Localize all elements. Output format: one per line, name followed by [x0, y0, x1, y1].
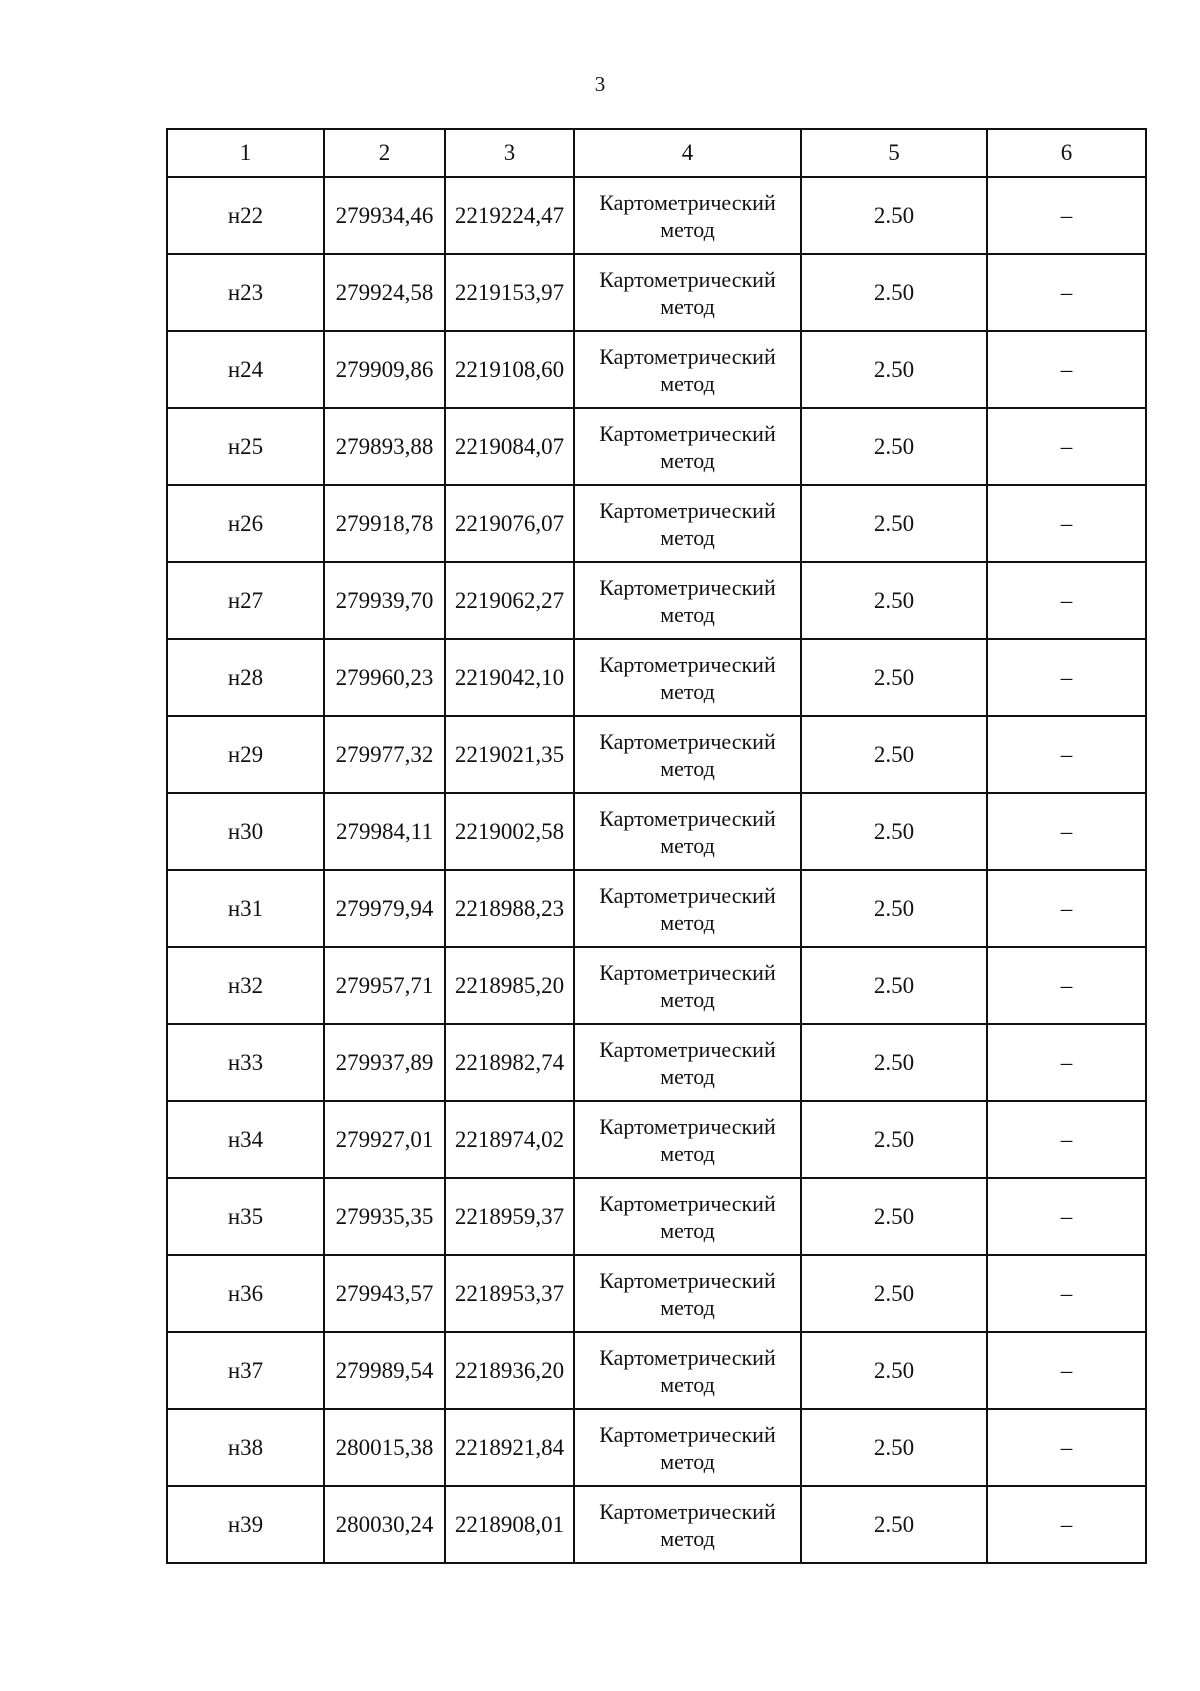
x-coordinate-cell: 279989,54: [324, 1332, 445, 1409]
method-line-2: метод: [660, 1140, 715, 1166]
accuracy-cell: 2.50: [801, 1178, 987, 1255]
x-coordinate-cell: 279984,11: [324, 793, 445, 870]
description-cell: –: [987, 1024, 1146, 1101]
method-line-2: метод: [660, 216, 715, 242]
column-header-5: 5: [801, 129, 987, 177]
accuracy-cell: 2.50: [801, 716, 987, 793]
method-line-2: метод: [660, 447, 715, 473]
method-line-1: Картометрический: [599, 497, 776, 523]
method-line-2: метод: [660, 1063, 715, 1089]
accuracy-cell: 2.50: [801, 331, 987, 408]
y-coordinate-cell: 2218985,20: [445, 947, 574, 1024]
y-coordinate-cell: 2218908,01: [445, 1486, 574, 1563]
y-coordinate-cell: 2218959,37: [445, 1178, 574, 1255]
method-cell: [574, 408, 801, 485]
method-cell: [574, 1409, 801, 1486]
y-coordinate-cell: 2219224,47: [445, 177, 574, 254]
point-cell: н30: [167, 793, 324, 870]
method-cell: [574, 639, 801, 716]
point-cell: н33: [167, 1024, 324, 1101]
method-line-2: метод: [660, 909, 715, 935]
method-line-1: Картометрический: [599, 959, 776, 985]
method-line-2: метод: [660, 1448, 715, 1474]
table-row: [167, 254, 1146, 331]
point-cell: н36: [167, 1255, 324, 1332]
method-cell: [574, 870, 801, 947]
table-row: [167, 716, 1146, 793]
table-row: [167, 947, 1146, 1024]
x-coordinate-cell: 279893,88: [324, 408, 445, 485]
y-coordinate-cell: 2218982,74: [445, 1024, 574, 1101]
column-header-4: 4: [574, 129, 801, 177]
description-cell: –: [987, 1486, 1146, 1563]
description-cell: –: [987, 1332, 1146, 1409]
method-line-2: метод: [660, 832, 715, 858]
method-cell: [574, 1255, 801, 1332]
accuracy-cell: 2.50: [801, 793, 987, 870]
y-coordinate-cell: 2218988,23: [445, 870, 574, 947]
description-cell: –: [987, 331, 1146, 408]
description-cell: –: [987, 408, 1146, 485]
point-cell: н25: [167, 408, 324, 485]
point-cell: н23: [167, 254, 324, 331]
x-coordinate-cell: 280015,38: [324, 1409, 445, 1486]
method-line-2: метод: [660, 1217, 715, 1243]
method-line-1: Картометрический: [599, 266, 776, 292]
table-row: [167, 1024, 1146, 1101]
method-line-1: Картометрический: [599, 1498, 776, 1524]
x-coordinate-cell: 279943,57: [324, 1255, 445, 1332]
column-header-3: 3: [445, 129, 574, 177]
method-line-2: метод: [660, 601, 715, 627]
y-coordinate-cell: 2218974,02: [445, 1101, 574, 1178]
y-coordinate-cell: 2218953,37: [445, 1255, 574, 1332]
y-coordinate-cell: 2219002,58: [445, 793, 574, 870]
table-row: [167, 562, 1146, 639]
point-cell: н26: [167, 485, 324, 562]
accuracy-cell: 2.50: [801, 1486, 987, 1563]
point-cell: н27: [167, 562, 324, 639]
method-cell: [574, 1024, 801, 1101]
method-cell: [574, 793, 801, 870]
column-header-6: 6: [987, 129, 1146, 177]
table-row: [167, 331, 1146, 408]
accuracy-cell: 2.50: [801, 639, 987, 716]
method-line-1: Картометрический: [599, 1113, 776, 1139]
y-coordinate-cell: 2219021,35: [445, 716, 574, 793]
point-cell: н39: [167, 1486, 324, 1563]
x-coordinate-cell: 279937,89: [324, 1024, 445, 1101]
method-line-1: Картометрический: [599, 728, 776, 754]
y-coordinate-cell: 2219084,07: [445, 408, 574, 485]
x-coordinate-cell: 279977,32: [324, 716, 445, 793]
method-line-1: Картометрический: [599, 1190, 776, 1216]
method-line-2: метод: [660, 678, 715, 704]
method-line-2: метод: [660, 986, 715, 1012]
x-coordinate-cell: 279918,78: [324, 485, 445, 562]
method-line-2: метод: [660, 293, 715, 319]
method-line-1: Картометрический: [599, 651, 776, 677]
method-cell: [574, 331, 801, 408]
point-cell: н37: [167, 1332, 324, 1409]
accuracy-cell: 2.50: [801, 254, 987, 331]
description-cell: –: [987, 1409, 1146, 1486]
x-coordinate-cell: 280030,24: [324, 1486, 445, 1563]
table-row: [167, 1101, 1146, 1178]
method-cell: [574, 1486, 801, 1563]
table-body: [167, 129, 1146, 1563]
description-cell: –: [987, 1178, 1146, 1255]
coordinates-table: [166, 128, 1147, 1564]
x-coordinate-cell: 279935,35: [324, 1178, 445, 1255]
accuracy-cell: 2.50: [801, 870, 987, 947]
method-cell: [574, 1332, 801, 1409]
y-coordinate-cell: 2219076,07: [445, 485, 574, 562]
description-cell: –: [987, 1255, 1146, 1332]
method-line-1: Картометрический: [599, 574, 776, 600]
method-cell: [574, 562, 801, 639]
description-cell: –: [987, 1101, 1146, 1178]
y-coordinate-cell: 2218936,20: [445, 1332, 574, 1409]
accuracy-cell: 2.50: [801, 1332, 987, 1409]
method-line-2: метод: [660, 524, 715, 550]
method-cell: [574, 1178, 801, 1255]
accuracy-cell: 2.50: [801, 1101, 987, 1178]
method-cell: [574, 254, 801, 331]
method-line-2: метод: [660, 1525, 715, 1551]
method-line-2: метод: [660, 370, 715, 396]
point-cell: н29: [167, 716, 324, 793]
method-line-1: Картометрический: [599, 1344, 776, 1370]
table-row: [167, 1486, 1146, 1563]
accuracy-cell: 2.50: [801, 947, 987, 1024]
description-cell: –: [987, 793, 1146, 870]
x-coordinate-cell: 279979,94: [324, 870, 445, 947]
point-cell: н24: [167, 331, 324, 408]
y-coordinate-cell: 2219108,60: [445, 331, 574, 408]
description-cell: –: [987, 254, 1146, 331]
point-cell: н34: [167, 1101, 324, 1178]
accuracy-cell: 2.50: [801, 1024, 987, 1101]
x-coordinate-cell: 279924,58: [324, 254, 445, 331]
table-row: [167, 639, 1146, 716]
method-cell: [574, 485, 801, 562]
table-header-row: [167, 129, 1146, 177]
method-line-1: Картометрический: [599, 1036, 776, 1062]
description-cell: –: [987, 716, 1146, 793]
x-coordinate-cell: 279927,01: [324, 1101, 445, 1178]
method-cell: [574, 177, 801, 254]
accuracy-cell: 2.50: [801, 1409, 987, 1486]
table-row: [167, 793, 1146, 870]
table-row: [167, 408, 1146, 485]
column-header-2: 2: [324, 129, 445, 177]
description-cell: –: [987, 870, 1146, 947]
table-row: [167, 1255, 1146, 1332]
accuracy-cell: 2.50: [801, 562, 987, 639]
method-cell: [574, 716, 801, 793]
description-cell: –: [987, 639, 1146, 716]
description-cell: –: [987, 177, 1146, 254]
description-cell: –: [987, 485, 1146, 562]
y-coordinate-cell: 2219042,10: [445, 639, 574, 716]
point-cell: н22: [167, 177, 324, 254]
x-coordinate-cell: 279957,71: [324, 947, 445, 1024]
accuracy-cell: 2.50: [801, 177, 987, 254]
method-line-1: Картометрический: [599, 343, 776, 369]
method-line-1: Картометрический: [599, 805, 776, 831]
point-cell: н28: [167, 639, 324, 716]
method-cell: [574, 947, 801, 1024]
method-line-1: Картометрический: [599, 1267, 776, 1293]
method-line-1: Картометрический: [599, 420, 776, 446]
method-cell: [574, 1101, 801, 1178]
accuracy-cell: 2.50: [801, 408, 987, 485]
table-row: [167, 1409, 1146, 1486]
description-cell: –: [987, 947, 1146, 1024]
table-row: [167, 177, 1146, 254]
y-coordinate-cell: 2218921,84: [445, 1409, 574, 1486]
x-coordinate-cell: 279909,86: [324, 331, 445, 408]
point-cell: н35: [167, 1178, 324, 1255]
y-coordinate-cell: 2219153,97: [445, 254, 574, 331]
method-line-2: метод: [660, 1371, 715, 1397]
table-row: [167, 1178, 1146, 1255]
x-coordinate-cell: 279934,46: [324, 177, 445, 254]
method-line-2: метод: [660, 1294, 715, 1320]
x-coordinate-cell: 279960,23: [324, 639, 445, 716]
method-line-1: Картометрический: [599, 882, 776, 908]
accuracy-cell: 2.50: [801, 485, 987, 562]
description-cell: –: [987, 562, 1146, 639]
table-row: [167, 1332, 1146, 1409]
accuracy-cell: 2.50: [801, 1255, 987, 1332]
column-header-1: 1: [167, 129, 324, 177]
table-row: [167, 870, 1146, 947]
point-cell: н32: [167, 947, 324, 1024]
method-line-2: метод: [660, 755, 715, 781]
point-cell: н31: [167, 870, 324, 947]
y-coordinate-cell: 2219062,27: [445, 562, 574, 639]
method-line-1: Картометрический: [599, 189, 776, 215]
table-row: [167, 485, 1146, 562]
point-cell: н38: [167, 1409, 324, 1486]
method-line-1: Картометрический: [599, 1421, 776, 1447]
page-number: 3: [594, 72, 606, 96]
x-coordinate-cell: 279939,70: [324, 562, 445, 639]
